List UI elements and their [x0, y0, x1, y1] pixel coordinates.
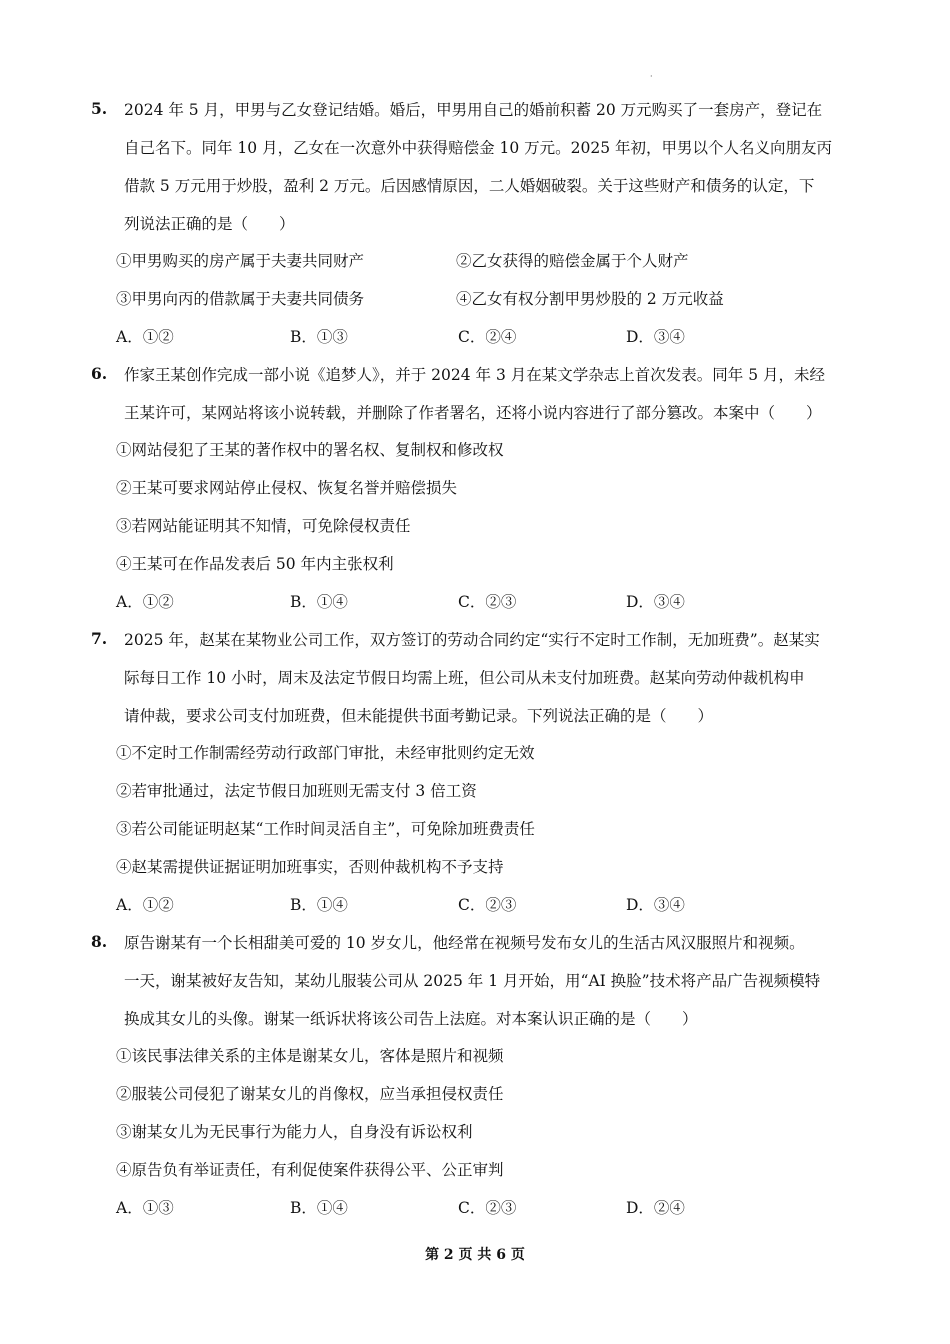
- choice-b[interactable]: B．①④: [290, 1199, 348, 1217]
- question-number: 8.: [91, 932, 108, 951]
- stem-line: 原告谢某有一个长相甜美可爱的 10 岁女儿，他经常在视频号发布女儿的生活古风汉服照片和视频。: [124, 934, 805, 952]
- stem-line: 请仲裁，要求公司支付加班费，但未能提供书面考勤记录。下列说法正确的是（ ）: [124, 707, 714, 725]
- option-1: ①不定时工作制需经劳动行政部门审批，未经审批则约定无效: [116, 744, 535, 762]
- choice-d[interactable]: D．③④: [626, 328, 685, 346]
- stem-line: 作家王某创作完成一部小说《追梦人》，并于 2024 年 3 月在某文学杂志上首次发表。同年 5 月，未经: [124, 366, 825, 384]
- choice-b[interactable]: B．①④: [290, 593, 348, 611]
- question-number: 7.: [91, 629, 108, 648]
- option-3: ③若公司能证明赵某“工作时间灵活自主”，可免除加班费责任: [116, 820, 535, 838]
- option-3: ③谢某女儿为无民事行为能力人，自身没有诉讼权利: [116, 1123, 473, 1141]
- choice-c[interactable]: C．②③: [458, 1199, 517, 1217]
- stem-line: 列说法正确的是（ ）: [124, 215, 295, 233]
- option-2: ②服装公司侵犯了谢某女儿的肖像权，应当承担侵权责任: [116, 1085, 504, 1103]
- question-stem: [124, 99, 864, 251]
- option-1: ①网站侵犯了王某的著作权中的署名权、复制权和修改权: [116, 441, 504, 459]
- option-4: ④原告负有举证责任，有利促使案件获得公平、公正审判: [116, 1161, 504, 1179]
- option-2: ②若审批通过，法定节假日加班则无需支付 3 倍工资: [116, 782, 477, 800]
- stem-line: 王某许可，某网站将该小说转载，并删除了作者署名，还将小说内容进行了部分篡改。本案中（ ）: [124, 404, 822, 422]
- stem-line: 换成其女儿的头像。谢某一纸诉状将该公司告上法庭。对本案认识正确的是（ ）: [124, 1010, 698, 1028]
- option-1: ①甲男购买的房产属于夫妻共同财产: [116, 252, 365, 270]
- stem-line: 借款 5 万元用于炒股，盈利 2 万元。后因感情原因，二人婚姻破裂。关于这些财产和债务的认定，下: [124, 177, 815, 195]
- choice-c[interactable]: C．②③: [458, 896, 517, 914]
- page-footer: 第 2 页 共 6 页: [425, 1247, 525, 1263]
- choice-b[interactable]: B．①③: [290, 328, 348, 346]
- stem-line: 一天，谢某被好友告知，某幼儿服装公司从 2025 年 1 月开始，用“AI 换脸”技术将产品广告视频模特: [124, 972, 821, 990]
- question-number: 6.: [91, 364, 108, 383]
- question-stem: [124, 932, 864, 1046]
- choice-a[interactable]: A．①②: [116, 328, 174, 346]
- choice-a[interactable]: A．①②: [116, 593, 174, 611]
- top-mark: ·: [650, 72, 653, 81]
- question-number: 5.: [91, 99, 108, 118]
- stem-line: 际每日工作 10 小时，周末及法定节假日均需上班，但公司从未支付加班费。赵某向劳动仲裁机构申: [124, 669, 805, 687]
- stem-line: 2024 年 5 月，甲男与乙女登记结婚。婚后，甲男用自己的婚前积蓄 20 万元购买了一套房产，登记在: [124, 101, 823, 119]
- choice-a[interactable]: A．①②: [116, 896, 174, 914]
- choice-d[interactable]: D．③④: [626, 593, 685, 611]
- option-2: ②王某可要求网站停止侵权、恢复名誉并赔偿损失: [116, 479, 458, 497]
- stem-line: 2025 年，赵某在某物业公司工作，双方签订的劳动合同约定“实行不定时工作制，无加班费”。赵某实: [124, 631, 820, 649]
- option-2: ②乙女获得的赔偿金属于个人财产: [456, 252, 689, 270]
- option-4: ④乙女有权分割甲男炒股的 2 万元收益: [456, 290, 724, 308]
- question-stem: [124, 364, 864, 440]
- option-4: ④王某可在作品发表后 50 年内主张权利: [116, 555, 394, 573]
- option-4: ④赵某需提供证据证明加班事实，否则仲裁机构不予支持: [116, 858, 504, 876]
- option-3: ③甲男向丙的借款属于夫妻共同债务: [116, 290, 365, 308]
- option-3: ③若网站能证明其不知情，可免除侵权责任: [116, 517, 411, 535]
- choice-c[interactable]: C．②④: [458, 328, 517, 346]
- choice-a[interactable]: A．①③: [116, 1199, 174, 1217]
- stem-line: 自己名下。同年 10 月，乙女在一次意外中获得赔偿金 10 万元。2025 年初，甲男以个人名义向朋友丙: [124, 139, 833, 157]
- question-stem: [124, 629, 864, 743]
- choice-d[interactable]: D．②④: [626, 1199, 685, 1217]
- choice-b[interactable]: B．①④: [290, 896, 348, 914]
- choice-d[interactable]: D．③④: [626, 896, 685, 914]
- option-1: ①该民事法律关系的主体是谢某女儿，客体是照片和视频: [116, 1047, 504, 1065]
- choice-c[interactable]: C．②③: [458, 593, 517, 611]
